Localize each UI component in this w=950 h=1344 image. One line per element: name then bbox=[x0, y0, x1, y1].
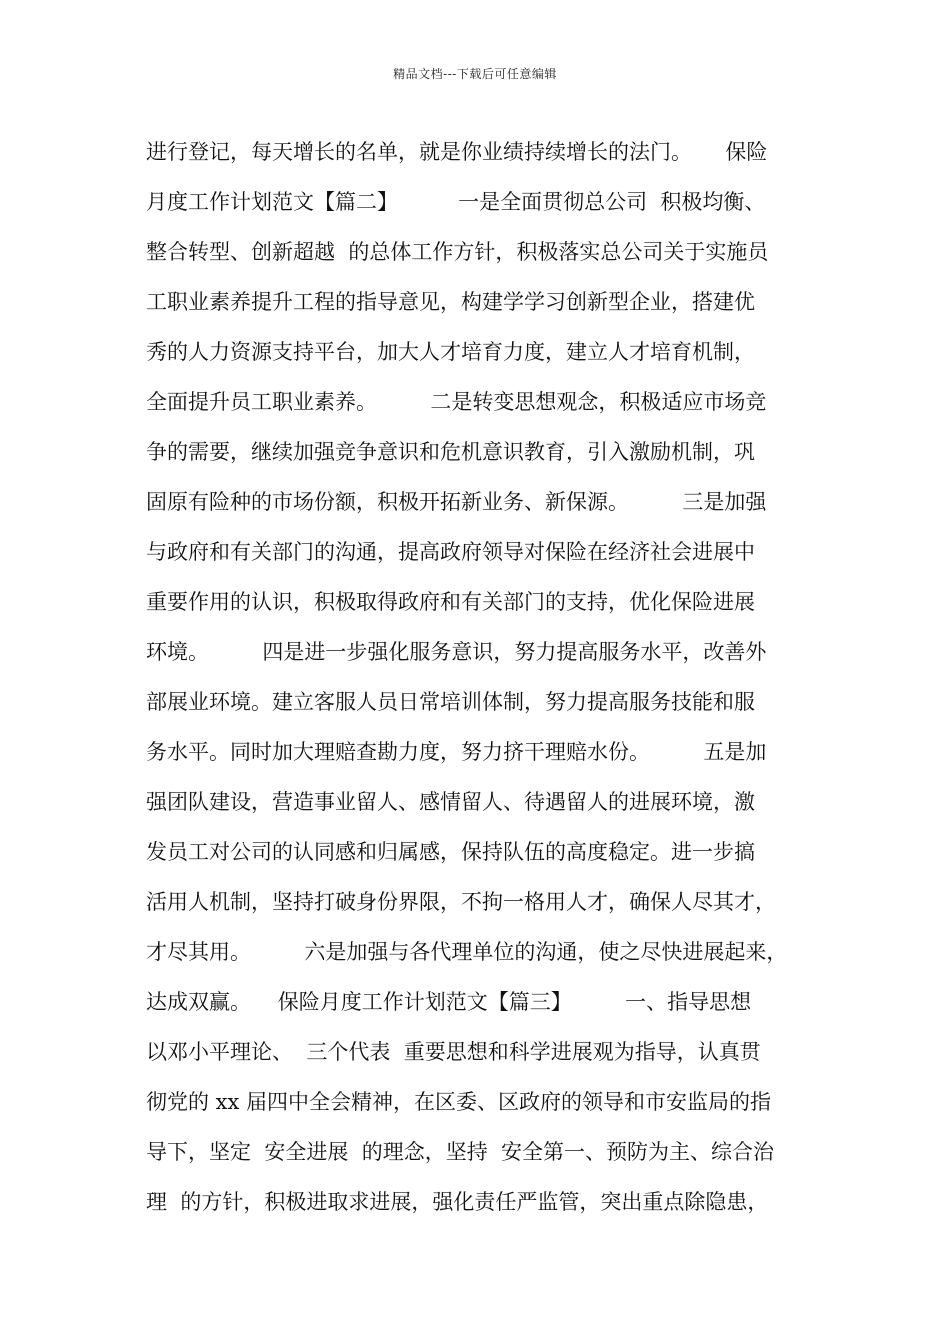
document-body bbox=[146, 132, 836, 1232]
text-line: 重要作用的认识，积极取得政府和有关部门的支持，优化保险进展 bbox=[146, 590, 755, 614]
text-line: 与政府和有关部门的沟通，提高政府领导对保险在经济社会进展中 bbox=[146, 540, 755, 564]
text-line: 工职业素养提升工程的指导意见，构建学学习创新型企业，搭建优 bbox=[146, 290, 755, 314]
text-line: 彻党的 xx 届四中全会精神，在区委、区政府的领导和市安监局的指 bbox=[146, 1090, 772, 1114]
text-line: 争的需要，继续加强竞争意识和危机意识教育，引入激励机制，巩 bbox=[146, 440, 755, 464]
text-line: 全面提升员工职业素养。 二是转变思想观念，积极适应市场竞 bbox=[146, 390, 767, 414]
text-line: 理 的方针，积极进取求进展，强化责任严监管，突出重点除隐患， bbox=[146, 1190, 769, 1214]
text-line: 活用人机制，坚持打破身份界限，不拘一格用人才，确保人尽其才， bbox=[146, 890, 776, 914]
text-line: 导下，坚定 安全进展 的理念，坚持 安全第一、预防为主、综合治 bbox=[146, 1140, 775, 1164]
text-line: 进行登记，每天增长的名单，就是你业绩持续增长的法门。 保险 bbox=[146, 140, 768, 164]
page-header: 精品文档---下载后可任意编辑 bbox=[393, 67, 557, 81]
text-line: 以邓小平理论、 三个代表 重要思想和科学进展观为指导，认真贯 bbox=[146, 1040, 761, 1064]
text-line: 务水平。同时加大理赔查勘力度，努力挤干理赔水份。 五是加 bbox=[146, 740, 767, 764]
text-line: 固原有险种的市场份额，积极开拓新业务、新保源。 三是加强 bbox=[146, 490, 767, 514]
text-line: 达成双赢。 保险月度工作计划范文【篇三】 一、指导思想 bbox=[146, 990, 752, 1014]
text-line: 部展业环境。建立客服人员日常培训体制，努力提高服务技能和服 bbox=[146, 690, 755, 714]
text-line: 环境。 四是进一步强化服务意识，努力提高服务水平，改善外 bbox=[146, 640, 767, 664]
text-line: 秀的人力资源支持平台，加大人才培育力度，建立人才培育机制， bbox=[146, 340, 755, 364]
text-line: 整合转型、创新超越 的总体工作方针，积极落实总公司关于实施员 bbox=[146, 240, 769, 264]
text-line: 才尽其用。 六是加强与各代理单位的沟通，使之尽快进展起来， bbox=[146, 940, 788, 964]
text-line: 强团队建设，营造事业留人、感情留人、待遇留人的进展环境，激 bbox=[146, 790, 755, 814]
text-line: 月度工作计划范文【篇二】 一是全面贯彻总公司 积极均衡、 bbox=[146, 190, 766, 214]
text-line: 发员工对公司的认同感和归属感，保持队伍的高度稳定。进一步搞 bbox=[146, 840, 755, 864]
